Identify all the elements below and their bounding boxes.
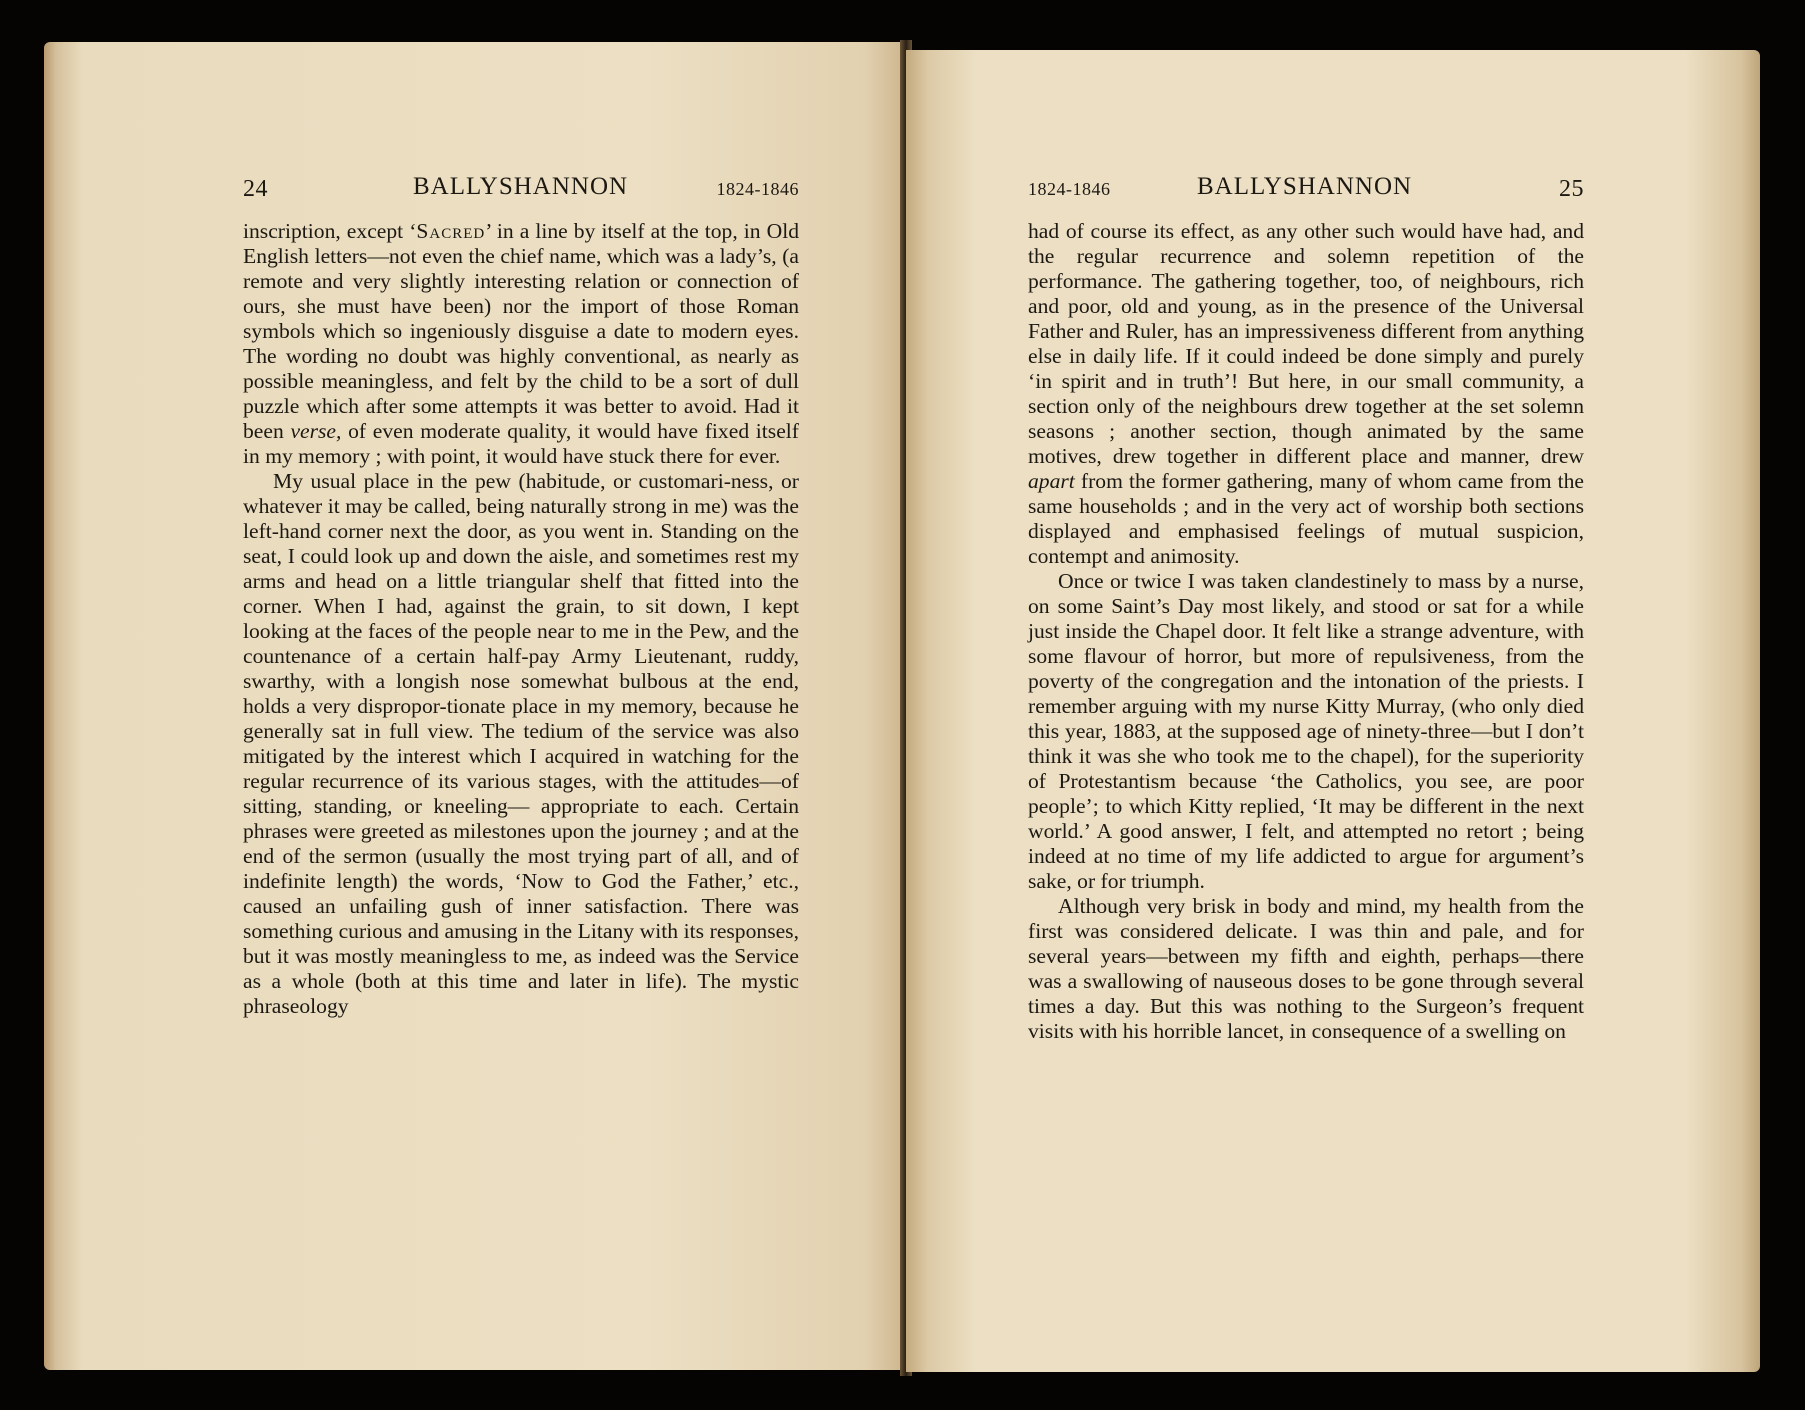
text-run: of even moderate quality, it would have fixed itself in my memory ; with point, it would have stuck there for ever. [243,419,799,468]
paragraph [1028,894,1584,1044]
text-run: Once or twice I was taken clandestinely to mass by a nurse, on some Saint’s Day most likely, and stood or sat for a while just inside the Chapel door. It felt like a strange adventure, with some flavour of horror, but more of repulsiveness, from the poverty of the congregation and the intonation of the priests. I remember arguing with my nurse Kitty Murray, (who only died this year, 1883, at the supposed age of ninety-three—but I don’t think it was she who took me to the chapel), for the superiority of Protestantism because ‘the Catholics, you see, are poor people’; to which Kitty replied, ‘It may be different in the next world.’ A good answer, I felt, and attempted no retort ; being indeed at no time of my life addicted to argue for argument’s sake, or for triumph. [1028,569,1584,893]
text-run: Although very brisk in body and mind, my health from the first was considered delicate. I was thin and pale, and for several years—between my fifth and eighth, perhaps—there was a swallowing of nauseous doses to be gone through several times a day. But this was nothing to the Surgeon’s frequent visits with his horrible lancet, in consequence of a swelling on [1028,894,1584,1043]
left-running-head [243,173,799,203]
right-running-title: BALLYSHANNON [1197,173,1413,200]
right-page-number: 25 [1559,176,1584,202]
text-run: had of course its effect, as any other such would have had, and the regular recurrence and solemn repetition of the performance. The gathering together, too, of neighbours, rich and poor, old and young, as in the presence of the Universal Father and Ruler, has an impressiveness different from anything else in daily life. If it could indeed be done simply and purely ‘in spirit and in truth’! But here, in our small community, a section only of the neighbours drew together at the set solemn seasons ; another section, though animated by the same motives, drew together in different place and manner, drew [1028,219,1584,468]
left-page-body-text [243,219,799,1019]
paragraph [243,219,799,469]
left-running-title: BALLYSHANNON [413,173,629,200]
left-page-number: 24 [243,176,268,202]
text-run: My usual place in the pew (habitude, or customari-ness, or whatever it may be called, being naturally strong in me) was the left-hand corner next the door, as you went in. Standing on the seat, I could look up and down the aisle, and sometimes rest my arms and head on a little triangular shelf that fitted into the corner. When I had, against the grain, to sit down, I kept looking at the faces of the people near to me in the Pew, and the countenance of a certain half-pay Army Lieutenant, ruddy, swarthy, with a longish nose somewhat bulbous at the end, holds a very dispropor-tionate place in my memory, because he generally sat in full view. The tedium of the service was also mitigated by the interest which I acquired in watching for the regular recurrence of its various stages, with the attitudes—of sitting, standing, or kneeling— appropriate to each. Certain phrases were greeted as milestones upon the journey ; and at the end of the sermon (usually the most trying part of all, and of indefinite length) the words, ‘Now to God the Father,’ etc., caused an unfailing gush of inner satisfaction. There was something curious and amusing in the Litany with its responses, but it was mostly meaningless to me, as indeed was the Service as a whole (both at this time and later in life). The mystic phraseology [243,469,799,1018]
right-page-body-text [1028,219,1584,1044]
left-running-years: 1824-1846 [716,179,799,199]
paragraph [243,469,799,1019]
paragraph [1028,219,1584,569]
italic-text: apart [1028,469,1075,493]
italic-text: verse, [290,419,342,443]
text-run: ’ in a line by itself at the top, in Old English letters—not even the chief name, which was a lady’s, (a remote and very slightly interesting relation or connection of ours, she must have been) nor the import of those Roman symbols which so ingeniously disguise a date to modern eyes. The wording no doubt was highly conventional, as nearly as possible meaningless, and felt by the child to be a sort of dull puzzle which after some attempts it was better to avoid. Had it been [243,219,799,443]
text-run: inscription, except ‘ [243,219,417,243]
text-run: from the former gathering, many of whom came from the same households ; and in the very act of worship both sections displayed and emphasised feelings of mutual suspicion, contempt and animosity. [1028,469,1584,568]
paragraph [1028,569,1584,894]
small-caps-text: Sacred [416,219,486,243]
right-running-head [1028,173,1584,203]
right-running-years: 1824-1846 [1028,179,1111,199]
